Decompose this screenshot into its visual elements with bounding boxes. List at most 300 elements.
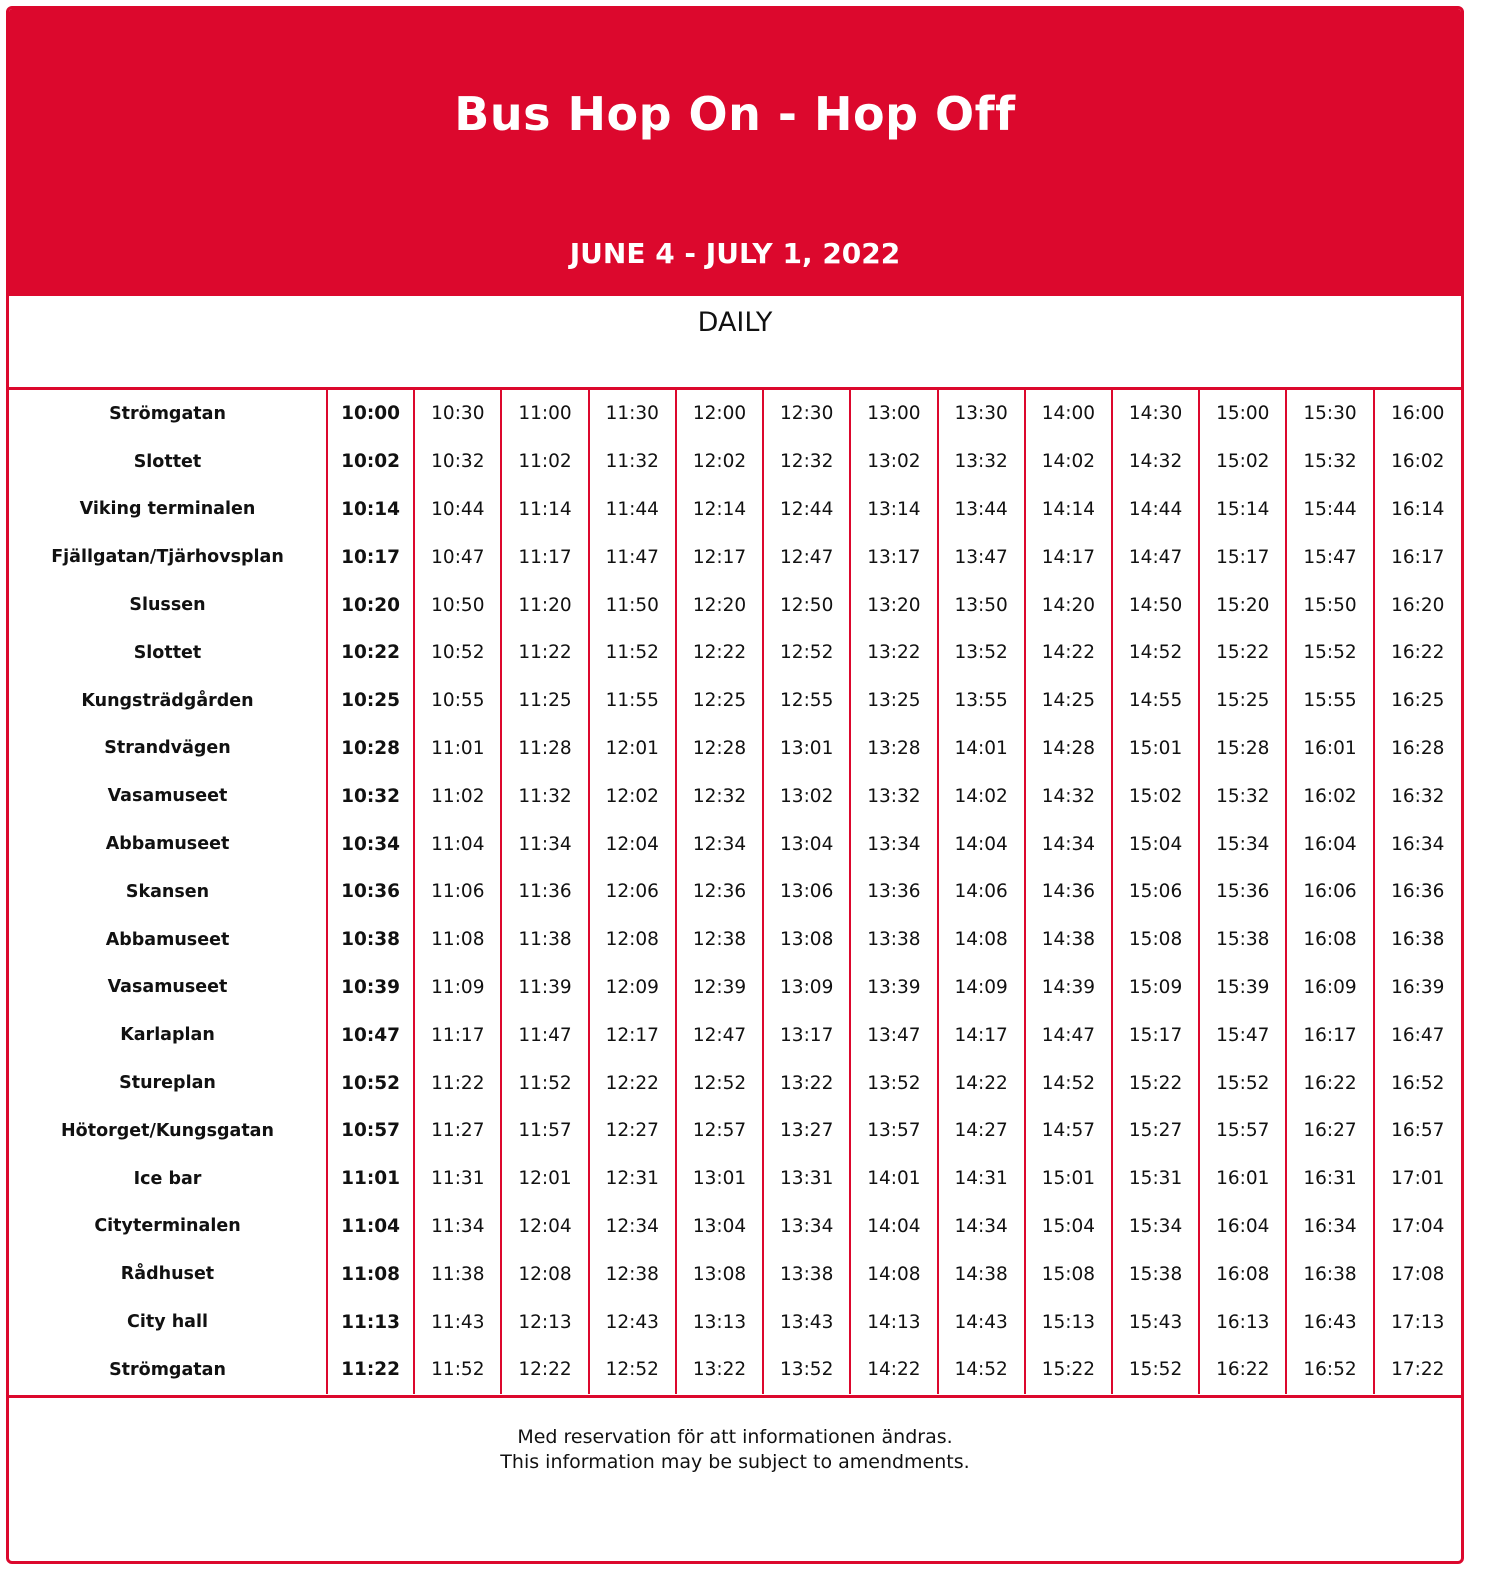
departure-time: 14:27: [938, 1107, 1025, 1155]
departure-time: 13:34: [850, 820, 937, 868]
departure-time: 11:01: [414, 725, 501, 773]
table-row: [9, 964, 1461, 1012]
departure-time: 10:25: [327, 677, 414, 725]
departure-time: 14:04: [850, 1203, 937, 1251]
departure-time: 15:00: [1199, 390, 1286, 438]
departure-time: 15:28: [1199, 725, 1286, 773]
departure-time: 13:52: [850, 1059, 937, 1107]
departure-time: 15:34: [1199, 820, 1286, 868]
departure-time: 11:02: [501, 438, 588, 486]
departure-time: 16:06: [1286, 868, 1373, 916]
departure-time: 12:38: [676, 916, 763, 964]
departure-time: 12:50: [763, 581, 850, 629]
departure-time: 11:08: [414, 916, 501, 964]
departure-time: 15:02: [1199, 438, 1286, 486]
disclaimer-swedish: Med reservation för att informationen ändras.: [517, 1426, 953, 1448]
departure-time: 11:31: [414, 1155, 501, 1203]
departure-time: 13:14: [850, 486, 937, 534]
table-row: [9, 1059, 1461, 1107]
stop-name: Slottet: [133, 451, 202, 472]
departure-time: 12:52: [589, 1346, 676, 1394]
departure-time: 16:13: [1199, 1298, 1286, 1346]
departure-time: 11:50: [589, 581, 676, 629]
departure-time: 12:08: [501, 1250, 588, 1298]
table-row: [9, 1155, 1461, 1203]
departure-time: 14:52: [1112, 629, 1199, 677]
departure-time: 15:34: [1112, 1203, 1199, 1251]
table-row: [9, 629, 1461, 677]
departure-time: 14:08: [938, 916, 1025, 964]
departure-time: 14:52: [1025, 1059, 1112, 1107]
departure-time: 16:22: [1286, 1059, 1373, 1107]
departure-time: 11:39: [501, 964, 588, 1012]
departure-time: 16:52: [1286, 1346, 1373, 1394]
departure-time: 11:09: [414, 964, 501, 1012]
table-row: [9, 1011, 1461, 1059]
departure-time: 15:55: [1286, 677, 1373, 725]
departure-time: 13:17: [763, 1011, 850, 1059]
departure-time: 13:08: [763, 916, 850, 964]
departure-time: 15:04: [1112, 820, 1199, 868]
departure-time: 13:43: [763, 1298, 850, 1346]
stop-name: Skansen: [125, 881, 210, 902]
departure-time: 12:44: [763, 486, 850, 534]
stop-name: Stureplan: [119, 1073, 216, 1094]
departure-time: 12:55: [763, 677, 850, 725]
departure-time: 15:38: [1112, 1250, 1199, 1298]
departure-time: 16:02: [1374, 438, 1461, 486]
departure-time: 14:17: [938, 1011, 1025, 1059]
table-row: [9, 1346, 1461, 1394]
departure-time: 12:52: [676, 1059, 763, 1107]
departure-time: 13:36: [850, 868, 937, 916]
departure-time: 11:43: [414, 1298, 501, 1346]
departure-time: 13:52: [938, 629, 1025, 677]
timetable: [9, 390, 1461, 1394]
departure-time: 15:01: [1025, 1155, 1112, 1203]
table-row: [9, 438, 1461, 486]
departure-time: 14:52: [938, 1346, 1025, 1394]
departure-time: 10:17: [327, 533, 414, 581]
departure-time: 15:57: [1199, 1107, 1286, 1155]
departure-time: 10:39: [327, 964, 414, 1012]
departure-time: 10:02: [327, 438, 414, 486]
departure-time: 16:14: [1374, 486, 1461, 534]
departure-time: 15:38: [1199, 916, 1286, 964]
departure-time: 17:08: [1374, 1250, 1461, 1298]
departure-time: 15:22: [1025, 1346, 1112, 1394]
departure-time: 11:08: [327, 1250, 414, 1298]
departure-time: 13:30: [938, 390, 1025, 438]
departure-time: 17:13: [1374, 1298, 1461, 1346]
stop-name: Ice bar: [133, 1168, 202, 1189]
departure-time: 12:47: [763, 533, 850, 581]
departure-time: 12:00: [676, 390, 763, 438]
departure-time: 16:34: [1286, 1203, 1373, 1251]
departure-time: 12:32: [763, 438, 850, 486]
departure-time: 11:55: [589, 677, 676, 725]
departure-time: 16:38: [1374, 916, 1461, 964]
departure-time: 13:39: [850, 964, 937, 1012]
departure-time: 10:47: [414, 533, 501, 581]
departure-time: 16:22: [1374, 629, 1461, 677]
stop-name: Slottet: [133, 642, 202, 663]
departure-time: 14:44: [1112, 486, 1199, 534]
departure-time: 12:34: [676, 820, 763, 868]
departure-time: 11:57: [501, 1107, 588, 1155]
departure-time: 12:22: [501, 1346, 588, 1394]
departure-time: 15:36: [1199, 868, 1286, 916]
disclaimer-english: This information may be subject to amendments.: [500, 1451, 970, 1473]
departure-time: 10:52: [414, 629, 501, 677]
table-row: [9, 820, 1461, 868]
timetable-grid: [9, 387, 1461, 1398]
departure-time: 13:50: [938, 581, 1025, 629]
table-row: [9, 486, 1461, 534]
departure-time: 10:36: [327, 868, 414, 916]
departure-time: 14:32: [1025, 772, 1112, 820]
departure-time: 14:13: [850, 1298, 937, 1346]
departure-time: 15:52: [1112, 1346, 1199, 1394]
table-row: [9, 581, 1461, 629]
departure-time: 16:02: [1286, 772, 1373, 820]
departure-time: 10:32: [414, 438, 501, 486]
departure-time: 16:43: [1286, 1298, 1373, 1346]
departure-time: 14:22: [850, 1346, 937, 1394]
departure-time: 12:32: [676, 772, 763, 820]
departure-time: 14:34: [1025, 820, 1112, 868]
departure-time: 17:01: [1374, 1155, 1461, 1203]
departure-time: 12:22: [676, 629, 763, 677]
departure-time: 11:22: [327, 1346, 414, 1394]
departure-time: 10:52: [327, 1059, 414, 1107]
departure-time: 13:47: [938, 533, 1025, 581]
departure-time: 16:32: [1374, 772, 1461, 820]
departure-time: 16:47: [1374, 1011, 1461, 1059]
departure-time: 10:30: [414, 390, 501, 438]
departure-time: 16:01: [1286, 725, 1373, 773]
departure-time: 16:39: [1374, 964, 1461, 1012]
departure-time: 16:27: [1286, 1107, 1373, 1155]
disclaimer: [9, 1425, 1461, 1475]
departure-time: 11:47: [589, 533, 676, 581]
schedule-label: DAILY: [697, 307, 773, 338]
stop-name: Abbamuseet: [105, 929, 230, 950]
departure-time: 10:34: [327, 820, 414, 868]
departure-time: 15:47: [1199, 1011, 1286, 1059]
departure-time: 15:39: [1199, 964, 1286, 1012]
departure-time: 14:22: [938, 1059, 1025, 1107]
departure-time: 12:36: [676, 868, 763, 916]
stop-name: Cityterminalen: [94, 1216, 241, 1237]
departure-time: 15:13: [1025, 1298, 1112, 1346]
departure-time: 14:02: [1025, 438, 1112, 486]
departure-time: 10:14: [327, 486, 414, 534]
departure-time: 12:09: [589, 964, 676, 1012]
departure-time: 15:04: [1025, 1203, 1112, 1251]
departure-time: 11:52: [414, 1346, 501, 1394]
departure-time: 14:02: [938, 772, 1025, 820]
departure-time: 16:31: [1286, 1155, 1373, 1203]
departure-time: 11:52: [589, 629, 676, 677]
departure-time: 14:28: [1025, 725, 1112, 773]
stop-name: Vasamuseet: [107, 786, 228, 807]
departure-time: 11:36: [501, 868, 588, 916]
stop-name: Abbamuseet: [105, 834, 230, 855]
departure-time: 15:22: [1199, 629, 1286, 677]
departure-time: 12:17: [676, 533, 763, 581]
table-row: [9, 1107, 1461, 1155]
departure-time: 14:31: [938, 1155, 1025, 1203]
stop-name: Fjällgatan/Tjärhovsplan: [51, 547, 284, 568]
departure-time: 16:01: [1199, 1155, 1286, 1203]
departure-time: 12:28: [676, 725, 763, 773]
departure-time: 11:02: [414, 772, 501, 820]
departure-time: 15:08: [1112, 916, 1199, 964]
departure-time: 12:20: [676, 581, 763, 629]
departure-time: 14:38: [1025, 916, 1112, 964]
departure-time: 13:28: [850, 725, 937, 773]
departure-time: 10:22: [327, 629, 414, 677]
departure-time: 14:39: [1025, 964, 1112, 1012]
departure-time: 11:17: [501, 533, 588, 581]
departure-time: 15:32: [1199, 772, 1286, 820]
departure-time: 10:44: [414, 486, 501, 534]
departure-time: 10:32: [327, 772, 414, 820]
departure-time: 12:13: [501, 1298, 588, 1346]
departure-time: 13:00: [850, 390, 937, 438]
departure-time: 14:00: [1025, 390, 1112, 438]
departure-time: 15:47: [1286, 533, 1373, 581]
departure-time: 14:47: [1112, 533, 1199, 581]
departure-time: 13:47: [850, 1011, 937, 1059]
departure-time: 15:01: [1112, 725, 1199, 773]
departure-time: 12:04: [501, 1203, 588, 1251]
table-row: [9, 533, 1461, 581]
departure-time: 10:57: [327, 1107, 414, 1155]
departure-time: 11:04: [414, 820, 501, 868]
departure-time: 14:43: [938, 1298, 1025, 1346]
departure-time: 11:32: [501, 772, 588, 820]
departure-time: 11:17: [414, 1011, 501, 1059]
departure-time: 15:43: [1112, 1298, 1199, 1346]
departure-time: 13:08: [676, 1250, 763, 1298]
departure-time: 11:04: [327, 1203, 414, 1251]
departure-time: 13:32: [850, 772, 937, 820]
departure-time: 16:08: [1199, 1250, 1286, 1298]
departure-time: 11:32: [589, 438, 676, 486]
departure-time: 15:02: [1112, 772, 1199, 820]
departure-time: 17:22: [1374, 1346, 1461, 1394]
departure-time: 14:36: [1025, 868, 1112, 916]
departure-time: 12:25: [676, 677, 763, 725]
departure-time: 15:52: [1286, 629, 1373, 677]
departure-time: 12:43: [589, 1298, 676, 1346]
departure-time: 14:32: [1112, 438, 1199, 486]
departure-time: 12:52: [763, 629, 850, 677]
departure-time: 13:38: [850, 916, 937, 964]
departure-time: 13:01: [676, 1155, 763, 1203]
departure-time: 12:06: [589, 868, 676, 916]
departure-time: 15:44: [1286, 486, 1373, 534]
departure-time: 13:55: [938, 677, 1025, 725]
departure-time: 13:27: [763, 1107, 850, 1155]
departure-time: 13:22: [676, 1346, 763, 1394]
stop-name: Strandvägen: [104, 738, 231, 759]
departure-time: 12:14: [676, 486, 763, 534]
departure-time: 15:32: [1286, 438, 1373, 486]
table-row: [9, 1203, 1461, 1251]
departure-time: 12:22: [589, 1059, 676, 1107]
departure-time: 11:28: [501, 725, 588, 773]
table-row: [9, 725, 1461, 773]
departure-time: 15:27: [1112, 1107, 1199, 1155]
departure-time: 13:32: [938, 438, 1025, 486]
table-row: [9, 1298, 1461, 1346]
departure-time: 13:57: [850, 1107, 937, 1155]
departure-time: 11:38: [501, 916, 588, 964]
table-row: [9, 772, 1461, 820]
departure-time: 12:01: [589, 725, 676, 773]
departure-time: 14:47: [1025, 1011, 1112, 1059]
departure-time: 16:25: [1374, 677, 1461, 725]
departure-time: 13:31: [763, 1155, 850, 1203]
page-title: Bus Hop On - Hop Off: [454, 87, 1016, 141]
departure-time: 16:34: [1374, 820, 1461, 868]
departure-time: 12:01: [501, 1155, 588, 1203]
departure-time: 12:08: [589, 916, 676, 964]
departure-time: 15:22: [1112, 1059, 1199, 1107]
departure-time: 14:08: [850, 1250, 937, 1298]
departure-time: 13:20: [850, 581, 937, 629]
departure-time: 12:38: [589, 1250, 676, 1298]
departure-time: 16:00: [1374, 390, 1461, 438]
departure-time: 12:47: [676, 1011, 763, 1059]
departure-time: 13:01: [763, 725, 850, 773]
departure-time: 14:09: [938, 964, 1025, 1012]
stop-name: Strömgatan: [109, 403, 226, 424]
departure-time: 13:06: [763, 868, 850, 916]
departure-time: 15:06: [1112, 868, 1199, 916]
departure-time: 15:52: [1199, 1059, 1286, 1107]
departure-time: 16:17: [1286, 1011, 1373, 1059]
departure-time: 14:06: [938, 868, 1025, 916]
departure-time: 14:55: [1112, 677, 1199, 725]
departure-time: 14:25: [1025, 677, 1112, 725]
departure-time: 11:06: [414, 868, 501, 916]
departure-time: 12:17: [589, 1011, 676, 1059]
departure-time: 16:52: [1374, 1059, 1461, 1107]
table-row: [9, 677, 1461, 725]
stop-name: Karlaplan: [120, 1025, 215, 1046]
header-banner: [9, 9, 1461, 296]
departure-time: 14:14: [1025, 486, 1112, 534]
departure-time: 12:31: [589, 1155, 676, 1203]
departure-time: 16:09: [1286, 964, 1373, 1012]
departure-time: 12:04: [589, 820, 676, 868]
departure-time: 13:52: [763, 1346, 850, 1394]
departure-time: 14:20: [1025, 581, 1112, 629]
table-row: [9, 916, 1461, 964]
departure-time: 12:34: [589, 1203, 676, 1251]
departure-time: 11:14: [501, 486, 588, 534]
departure-time: 13:25: [850, 677, 937, 725]
departure-time: 15:17: [1112, 1011, 1199, 1059]
departure-time: 16:04: [1199, 1203, 1286, 1251]
departure-time: 11:22: [414, 1059, 501, 1107]
departure-time: 14:34: [938, 1203, 1025, 1251]
departure-time: 10:47: [327, 1011, 414, 1059]
table-row: [9, 1250, 1461, 1298]
table-row: [9, 868, 1461, 916]
departure-time: 14:50: [1112, 581, 1199, 629]
departure-time: 11:44: [589, 486, 676, 534]
departure-time: 13:09: [763, 964, 850, 1012]
departure-time: 13:02: [763, 772, 850, 820]
stop-name: Viking terminalen: [79, 499, 256, 520]
stop-name: Strömgatan: [109, 1359, 226, 1380]
departure-time: 13:34: [763, 1203, 850, 1251]
departure-time: 15:09: [1112, 964, 1199, 1012]
departure-time: 13:17: [850, 533, 937, 581]
departure-time: 10:50: [414, 581, 501, 629]
departure-time: 13:38: [763, 1250, 850, 1298]
departure-time: 15:20: [1199, 581, 1286, 629]
departure-time: 11:01: [327, 1155, 414, 1203]
departure-time: 11:27: [414, 1107, 501, 1155]
departure-time: 13:22: [850, 629, 937, 677]
stop-name: Vasamuseet: [107, 977, 228, 998]
departure-time: 13:44: [938, 486, 1025, 534]
departure-time: 10:28: [327, 725, 414, 773]
departure-time: 14:30: [1112, 390, 1199, 438]
timetable-card: [6, 6, 1464, 1564]
departure-time: 13:13: [676, 1298, 763, 1346]
departure-time: 13:22: [763, 1059, 850, 1107]
departure-time: 13:02: [850, 438, 937, 486]
departure-time: 14:38: [938, 1250, 1025, 1298]
departure-time: 11:34: [414, 1203, 501, 1251]
stop-name: Slussen: [129, 595, 206, 616]
departure-time: 11:34: [501, 820, 588, 868]
date-range: JUNE 4 - JULY 1, 2022: [569, 237, 901, 270]
departure-time: 15:50: [1286, 581, 1373, 629]
departure-time: 11:52: [501, 1059, 588, 1107]
departure-time: 11:00: [501, 390, 588, 438]
departure-time: 16:17: [1374, 533, 1461, 581]
departure-time: 11:30: [589, 390, 676, 438]
stop-name: City hall: [127, 1312, 208, 1333]
departure-time: 13:04: [763, 820, 850, 868]
departure-time: 12:39: [676, 964, 763, 1012]
stop-name: Rådhuset: [120, 1264, 215, 1285]
departure-time: 14:01: [938, 725, 1025, 773]
departure-time: 15:17: [1199, 533, 1286, 581]
departure-time: 16:28: [1374, 725, 1461, 773]
departure-time: 11:38: [414, 1250, 501, 1298]
departure-time: 16:57: [1374, 1107, 1461, 1155]
table-row: [9, 390, 1461, 438]
departure-time: 15:25: [1199, 677, 1286, 725]
departure-time: 11:25: [501, 677, 588, 725]
departure-time: 10:20: [327, 581, 414, 629]
departure-time: 16:22: [1199, 1346, 1286, 1394]
departure-time: 10:55: [414, 677, 501, 725]
departure-time: 11:20: [501, 581, 588, 629]
departure-time: 16:20: [1374, 581, 1461, 629]
departure-time: 16:38: [1286, 1250, 1373, 1298]
departure-time: 10:38: [327, 916, 414, 964]
